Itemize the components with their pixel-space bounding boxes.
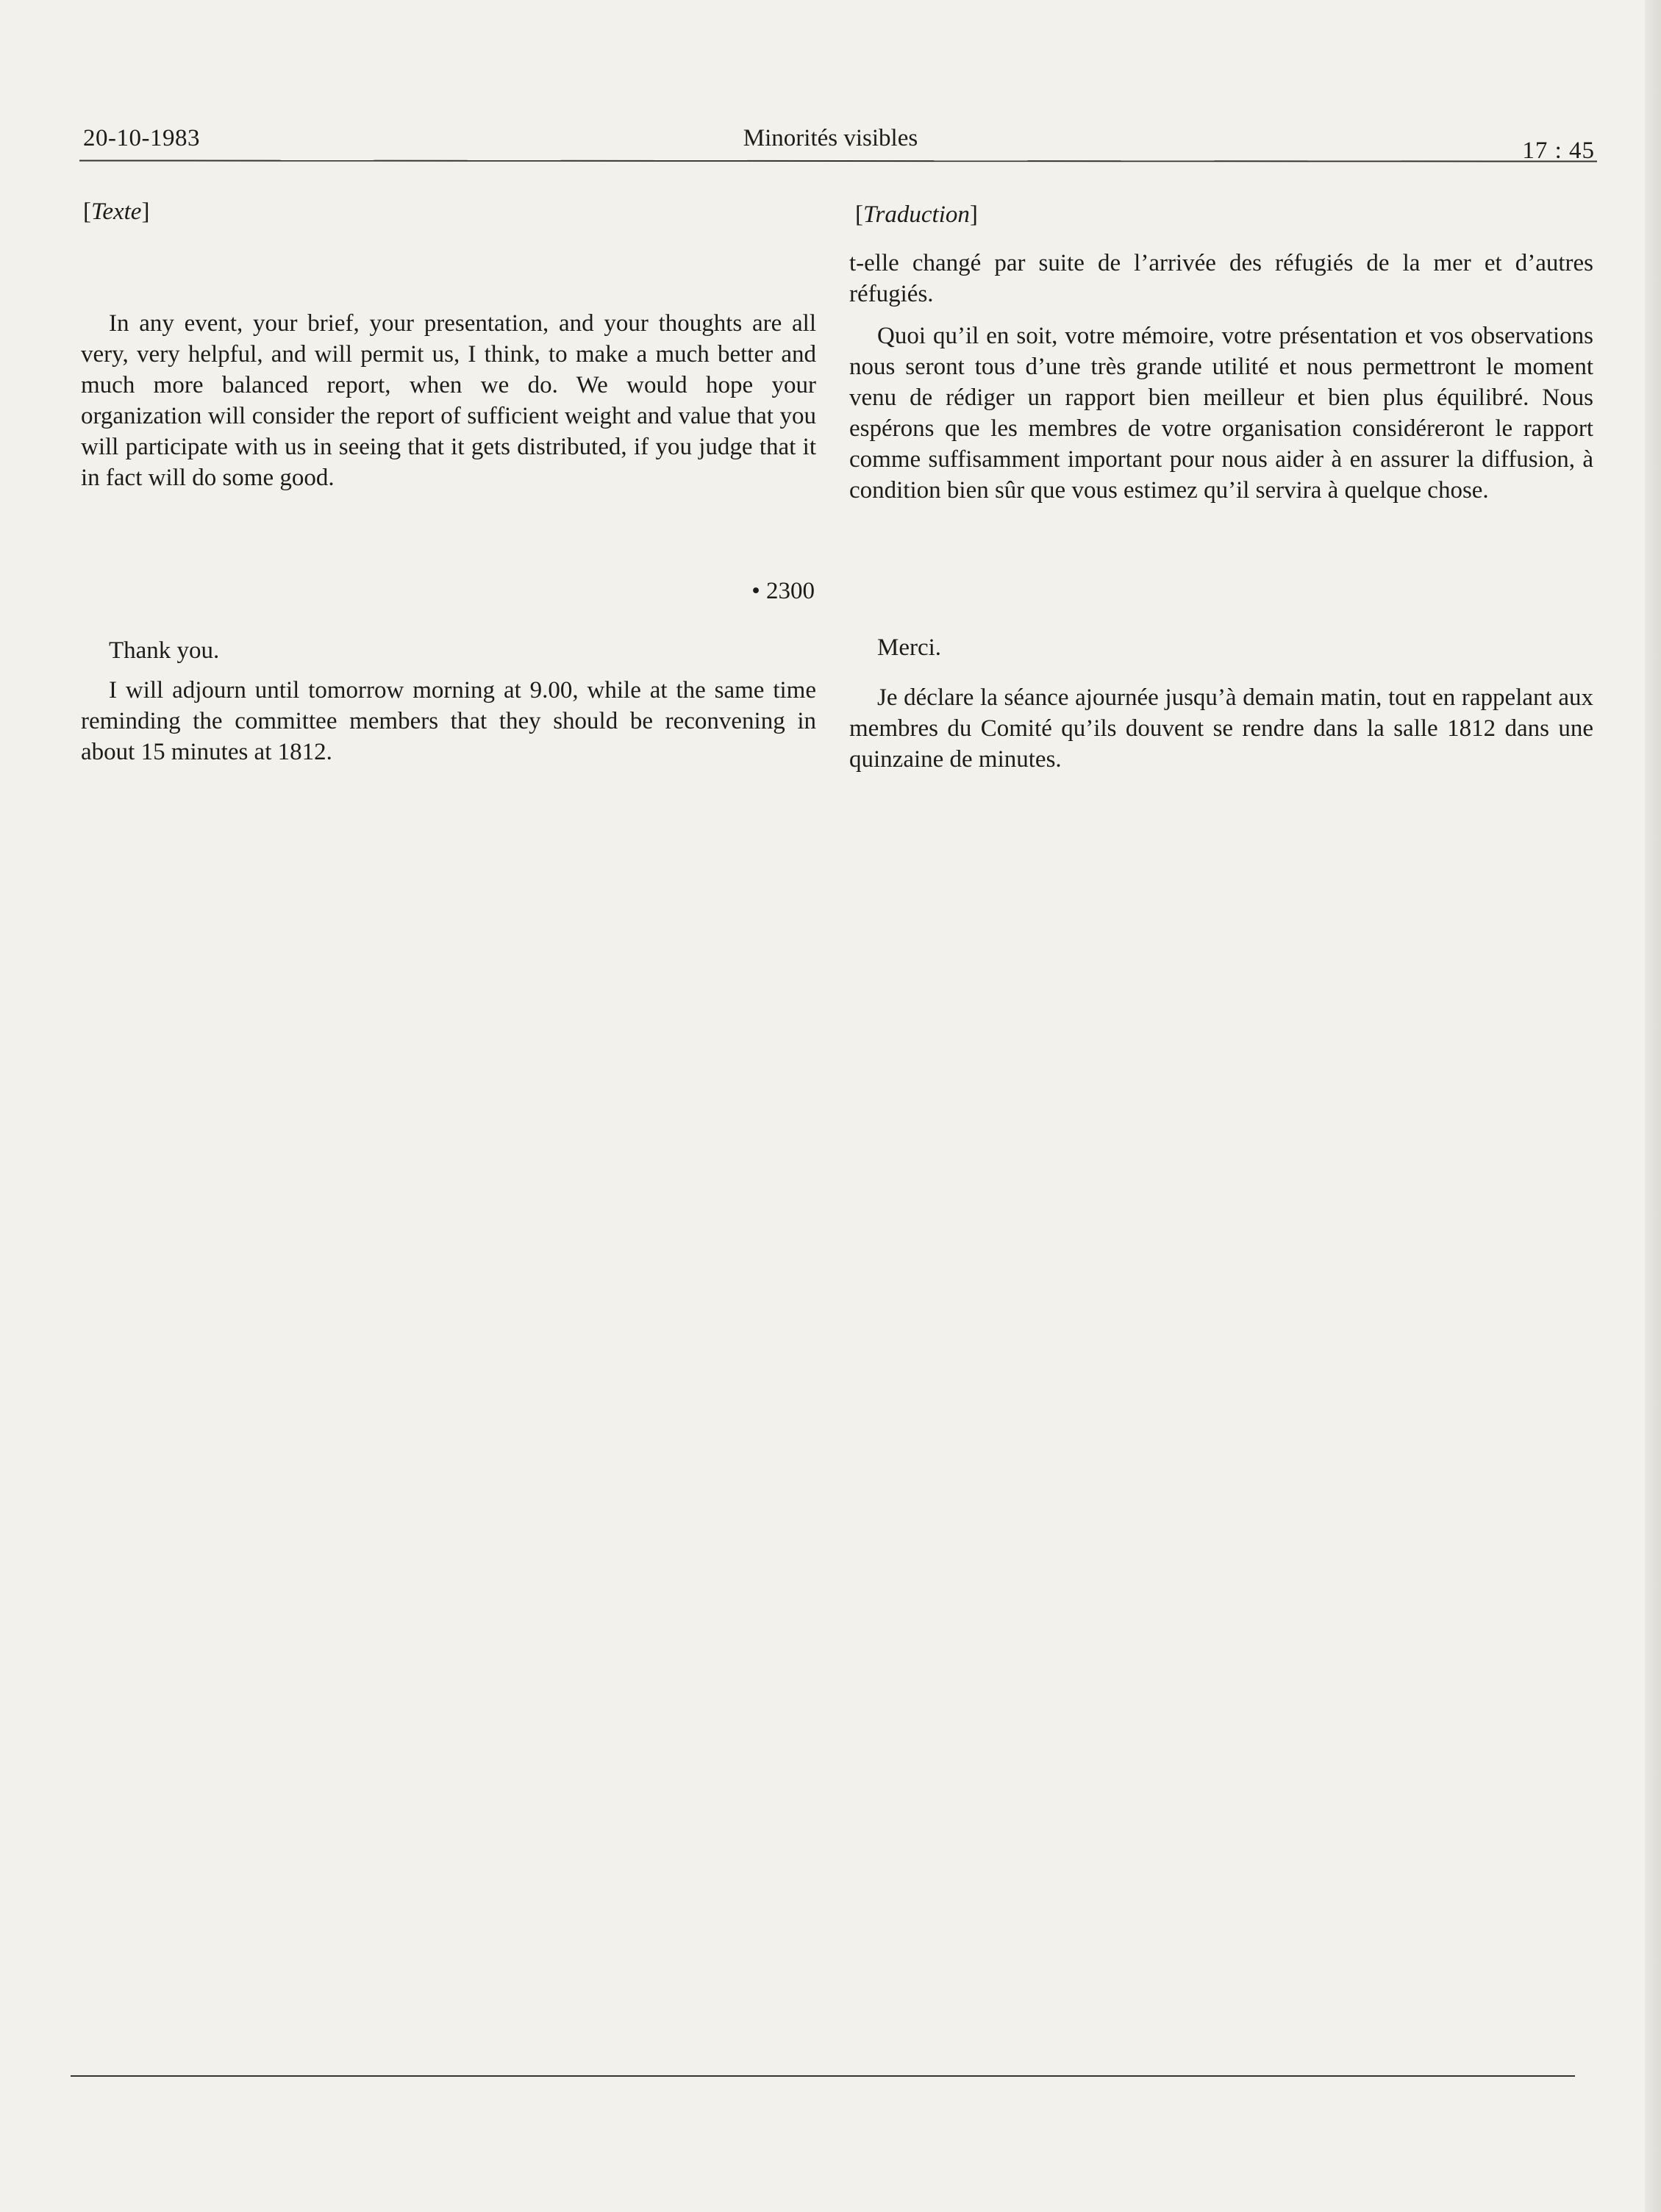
french-paragraph-2: Merci. — [877, 634, 942, 661]
english-para-2-block — [81, 635, 816, 666]
timestamp-marker: • 2300 — [751, 578, 815, 604]
english-label-text: Texte — [91, 198, 142, 225]
french-paragraph-3: Je déclare la séance ajournée jusqu’à demain matin, tout en rappelant aux membres du Comité qu’ils douvent se rendre dans la salle 1812 dans une quinzaine de minutes. — [849, 684, 1593, 773]
french-paragraph-0: t-elle changé par suite de l’arrivée des réfugiés de la mer et d’autres réfugiés. — [849, 250, 1593, 307]
header-page-number: 17 : 45 — [1522, 137, 1595, 164]
english-paragraph-1: In any event, your brief, your presentation, and your thoughts are all very, very helpful, and will permit us, I think, to make a much better and much more balanced report, when we do. We would hope your organization will consider the report of sufficient weight and value that you will participate with us in seeing that it gets distributed, if you judge that it in fact will do some good. — [81, 310, 816, 491]
french-para-2-block — [849, 632, 1593, 663]
page-edge-shadow — [1645, 0, 1661, 2212]
french-para-1-block — [849, 321, 1593, 506]
label-bracket-close: ] — [969, 201, 978, 228]
header-title: Minorités visibles — [743, 125, 918, 151]
header-rule — [79, 160, 1597, 162]
french-para-3-block — [849, 682, 1593, 775]
label-bracket-open: [ — [83, 198, 91, 225]
footer-rule — [71, 2075, 1575, 2077]
english-paragraph-2: Thank you. — [109, 637, 220, 664]
label-bracket-open: [ — [855, 201, 863, 228]
english-paragraph-3: I will adjourn until tomorrow morning at 9.00, while at the same time reminding the committee members that they should be reconvening in about 15 minutes at 1812. — [81, 677, 816, 765]
header-date: 20-10-1983 — [83, 125, 200, 151]
label-bracket-close: ] — [141, 198, 150, 225]
french-column-label — [855, 201, 978, 229]
french-para-0-block — [849, 248, 1593, 309]
english-para-3-block — [81, 675, 816, 767]
french-paragraph-1: Quoi qu’il en soit, votre mémoire, votre présentation et vos observations nous seront tous d’une très grande utilité et nous permettront le moment venu de rédiger un rapport bien meilleur et bien plus équilibré. Nous espérons que les membres de votre organisation considéreront le rapport comme suffisamment important pour nous aider à en assurer la diffusion, à condition bien sûr que vous estimez qu’il servira à quelque chose. — [849, 323, 1593, 504]
english-para-1-block — [81, 308, 816, 493]
french-label-text: Traduction — [863, 201, 970, 228]
english-column-label — [83, 198, 149, 226]
